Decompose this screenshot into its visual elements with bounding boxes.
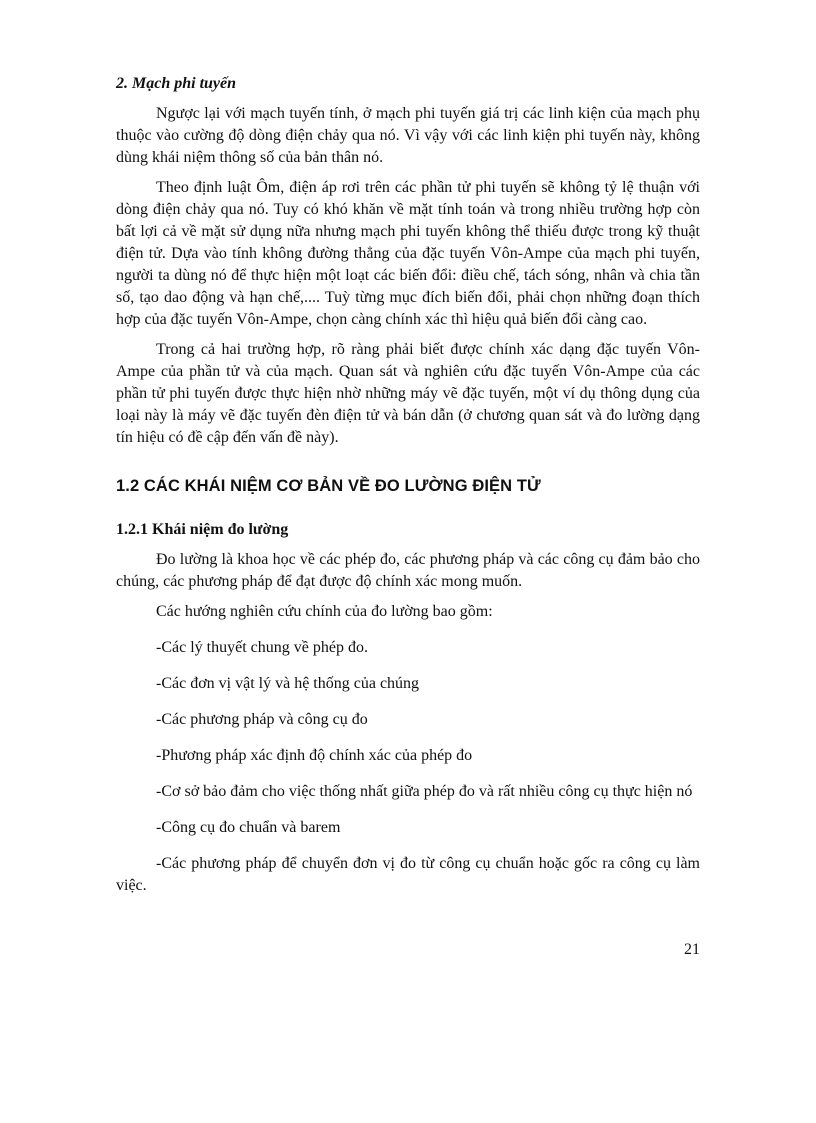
paragraph: Ngược lại với mạch tuyến tính, ở mạch phi tuyến giá trị các linh kiện của mạch phụ thuộc vào cường độ dòng điện chảy qua nó. Vì vậy với các linh kiện phi tuyến này, không dùng khái niệm thông số của bản thân nó. xyxy=(116,105,700,166)
list-item: -Công cụ đo chuẩn và barem xyxy=(156,819,341,836)
research-directions-list xyxy=(116,637,700,897)
paragraph: Theo định luật Ôm, điện áp rơi trên các phần tử phi tuyến sẽ không tỷ lệ thuận với dòng điện chảy qua nó. Tuy có khó khăn về mặt tính toán và trong nhiều trường hợp còn bất lợi cả về mặt sử dụng nữa nhưng mạch phi tuyến không thể thiếu được trong kỹ thuật điện tử. Dựa vào tính không đường thẳng của đặc tuyến Vôn-Ampe của mạch phi tuyến, người ta dùng nó để thực hiện một loạt các biến đổi: điều chế, tách sóng, nhân và chia tần số, tạo dao động và hạn chế,.... Tuỳ từng mục đích biến đổi, phải chọn những đoạn thích hợp của đặc tuyến Vôn-Ampe, chọn càng chính xác thì hiệu quả biến đổi càng cao. xyxy=(116,179,700,328)
page-number: 21 xyxy=(684,941,700,958)
list-item: -Cơ sở bảo đảm cho việc thống nhất giữa phép đo và rất nhiều công cụ thực hiện nó xyxy=(156,783,693,800)
list-item: -Phương pháp xác định độ chính xác của phép đo xyxy=(156,747,473,764)
list-item: -Các phương pháp để chuyển đơn vị đo từ công cụ chuẩn hoặc gốc ra công cụ làm việc. xyxy=(116,855,700,894)
paragraph: Các hướng nghiên cứu chính của đo lường bao gồm: xyxy=(156,603,493,620)
paragraph: Trong cả hai trường hợp, rõ ràng phải biết được chính xác dạng đặc tuyến Vôn-Ampe của phần tử và của mạch. Quan sát và nghiên cứu đặc tuyến Vôn-Ampe của các phần tử phi tuyến được thực hiện nhờ những máy vẽ đặc tuyến, một ví dụ thông dụng của loại này là máy vẽ đặc tuyến đèn điện tử và bán dẫn (ở chương quan sát và đo lường dạng tín hiệu có đề cập đến vấn đề này). xyxy=(116,341,700,446)
page-content xyxy=(116,73,700,911)
list-item: -Các đơn vị vật lý và hệ thống của chúng xyxy=(156,675,420,692)
paragraph: Đo lường là khoa học về các phép đo, các phương pháp và các công cụ đảm bảo cho chúng, các phương pháp để đạt được độ chính xác mong muốn. xyxy=(116,551,700,590)
list-item: -Các phương pháp và công cụ đo xyxy=(156,711,368,728)
subsection-title-measurement-concept: 1.2.1 Khái niệm đo lường xyxy=(116,521,289,538)
chapter-heading: 1.2 CÁC KHÁI NIỆM CƠ BẢN VỀ ĐO LƯỜNG ĐIỆN TỬ xyxy=(116,477,541,495)
section-title-nonlinear-circuit: 2. Mạch phi tuyến xyxy=(116,75,237,92)
list-item: -Các lý thuyết chung về phép đo. xyxy=(156,639,368,656)
